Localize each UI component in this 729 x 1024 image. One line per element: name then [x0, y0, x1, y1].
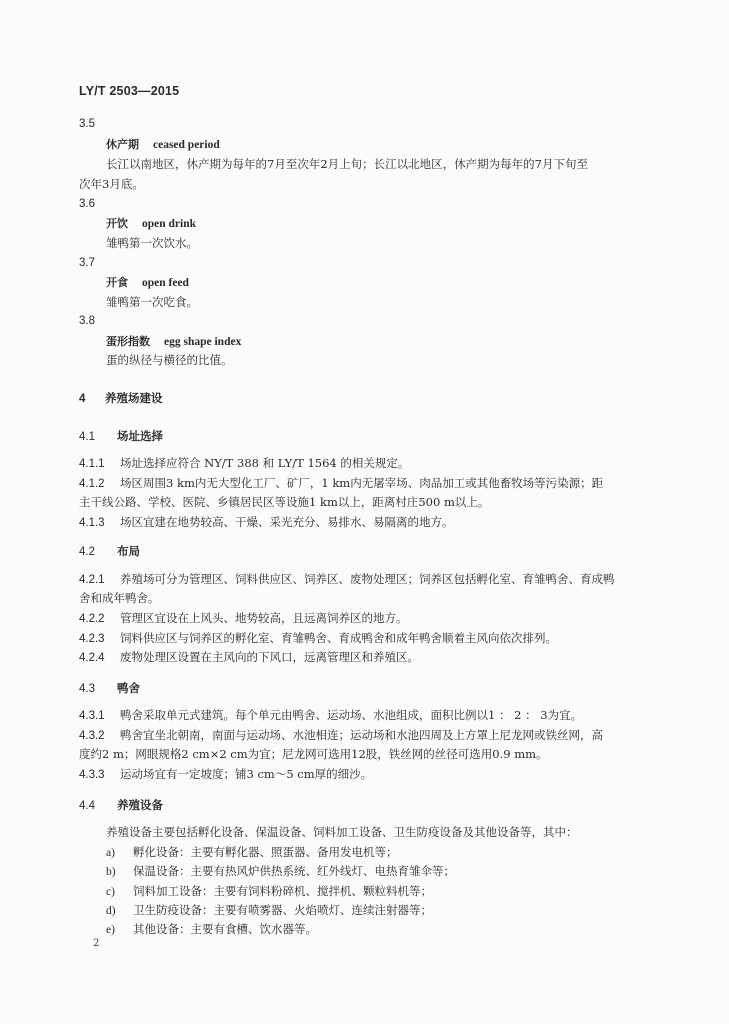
clause-text: 饲料供应区与饲养区的孵化室、育雏鸭舍、育成鸭舍和成年鸭舍顺着主风向依次排列。 [120, 631, 557, 645]
page-number: 2 [93, 938, 100, 949]
clause-text: 度约2 m；网眼规格2 cm×2 cm为宜；尼龙网可选用12股，铁丝网的丝径可选用0.9 mm。 [79, 747, 548, 761]
section-heading [79, 543, 140, 560]
clause-text: 鸭舍宜坐北朝南，南面与运动场、水池相连；运动场和水池四周及上方罩上尼龙网或铁丝网，高 [120, 728, 603, 742]
def-term: 蛋形指数 [106, 335, 150, 348]
list-marker: a) [106, 847, 115, 859]
list-text: 卫生防疫设备：主要有喷雾器、火焰喷灯、连续注射器等； [133, 903, 432, 917]
clause-number: 4.3.3 [79, 769, 105, 781]
clause-number: 4.2.3 [79, 633, 105, 645]
clause [79, 514, 454, 531]
def-number: 3.7 [79, 257, 95, 269]
section-number: 4.1 [79, 431, 95, 443]
def-term: 开饮 [106, 217, 128, 230]
section-number: 4.4 [79, 800, 95, 812]
def-term: 开食 [106, 276, 128, 289]
clause-text: 舍和成年鸭舍。 [79, 591, 160, 605]
def-text: 长江以南地区，休产期为每年的7月至次年2月上旬；长江以北地区，休产期为每年的7月下旬至 [106, 157, 588, 171]
clause [79, 707, 582, 724]
list-text: 饲料加工设备：主要有饲料粉碎机、搅拌机、颗粒料机等； [133, 884, 432, 898]
chapter-heading [79, 390, 163, 407]
def-number: 3.8 [79, 315, 95, 327]
section-title: 养殖设备 [117, 798, 163, 812]
list-item [106, 902, 432, 919]
clause [79, 475, 603, 492]
def-term-line [106, 333, 241, 350]
def-number: 3.5 [79, 118, 95, 130]
clause-number: 4.1.3 [79, 517, 105, 529]
section-number: 4.2 [79, 546, 95, 558]
def-term-en: open drink [142, 218, 197, 230]
list-text: 其他设备：主要有食槽、饮水器等。 [133, 922, 317, 936]
def-text: 蛋的纵径与横径的比值。 [106, 353, 233, 367]
def-term: 休产期 [106, 138, 139, 151]
clause-text: 运动场宜有一定坡度；铺3 cm～5 cm厚的细沙。 [120, 767, 373, 781]
list-text: 保温设备：主要有热风炉供热系统、红外线灯、电热育雏伞等； [133, 864, 455, 878]
chapter-title: 养殖场建设 [105, 391, 163, 405]
list-item [106, 921, 317, 938]
clause-number: 4.3.1 [79, 710, 105, 722]
list-marker: b) [106, 866, 116, 878]
section-heading [79, 797, 163, 814]
def-term-en: open feed [142, 277, 189, 289]
clause [79, 455, 409, 472]
clause [79, 727, 603, 744]
section-intro: 养殖设备主要包括孵化设备、保温设备、饲料加工设备、卫生防疫设备及其他设备等，其中： [106, 825, 578, 839]
def-text: 雏鸭第一次饮水。 [106, 236, 198, 250]
list-item [106, 844, 398, 861]
clause-number: 4.3.2 [79, 730, 105, 742]
list-marker: e) [106, 924, 115, 936]
clause [79, 630, 557, 647]
def-term-line [106, 274, 189, 291]
clause [79, 571, 615, 588]
clause-number: 4.1.2 [79, 478, 105, 490]
clause-number: 4.2.4 [79, 652, 105, 664]
clause-number: 4.2.1 [79, 574, 105, 586]
clause-text: 场址选择应符合 NY/T 388 和 LY/T 1564 的相关规定。 [120, 456, 410, 470]
section-heading [79, 680, 140, 697]
standard-header: LY/T 2503—2015 [79, 84, 180, 98]
def-text: 雏鸭第一次吃食。 [106, 295, 198, 309]
def-term-line [106, 215, 196, 232]
clause-text: 场区宜建在地势较高、干燥、采光充分、易排水、易隔离的地方。 [120, 515, 454, 529]
clause-text: 鸭舍采取单元式建筑。每个单元由鸭舍、运动场、水池组成，面积比例以1 ： 2 ： 3为宜。 [120, 708, 583, 722]
list-marker: d) [106, 905, 116, 917]
list-item [106, 863, 455, 880]
clause-number: 4.2.2 [79, 613, 105, 625]
def-number: 3.6 [79, 198, 95, 210]
clause-number: 4.1.1 [79, 458, 105, 470]
list-item [106, 883, 432, 900]
clause-text: 场区周围3 km内无大型化工厂、矿厂，1 km内无屠宰场、肉品加工或其他畜牧场等污染源；距 [120, 476, 604, 490]
clause-text: 管理区宜设在上风头、地势较高，且远离饲养区的地方。 [120, 611, 408, 625]
section-title: 鸭舍 [117, 681, 140, 695]
def-term-en: egg shape index [164, 336, 242, 348]
def-text: 次年3月底。 [79, 177, 144, 191]
list-marker: c) [106, 886, 115, 898]
chapter-number: 4 [79, 393, 86, 405]
section-title: 布局 [117, 544, 140, 558]
clause [79, 649, 419, 666]
section-title: 场址选择 [117, 429, 163, 443]
def-term-line [106, 136, 220, 153]
clause-text: 废物处理区设置在主风向的下风口，远离管理区和养殖区。 [120, 650, 419, 664]
section-heading [79, 428, 163, 445]
list-text: 孵化设备：主要有孵化器、照蛋器、备用发电机等； [133, 845, 398, 859]
def-term-en: ceased period [153, 139, 220, 151]
clause [79, 610, 408, 627]
clause-text: 养殖场可分为管理区、饲料供应区、饲养区、废物处理区；饲养区包括孵化室、育雏鸭舍、育成鸭 [120, 572, 615, 586]
section-number: 4.3 [79, 683, 95, 695]
clause [79, 766, 372, 783]
clause-text: 主干线公路、学校、医院、乡镇居民区等设施1 km以上，距离村庄500 m以上。 [79, 495, 490, 509]
